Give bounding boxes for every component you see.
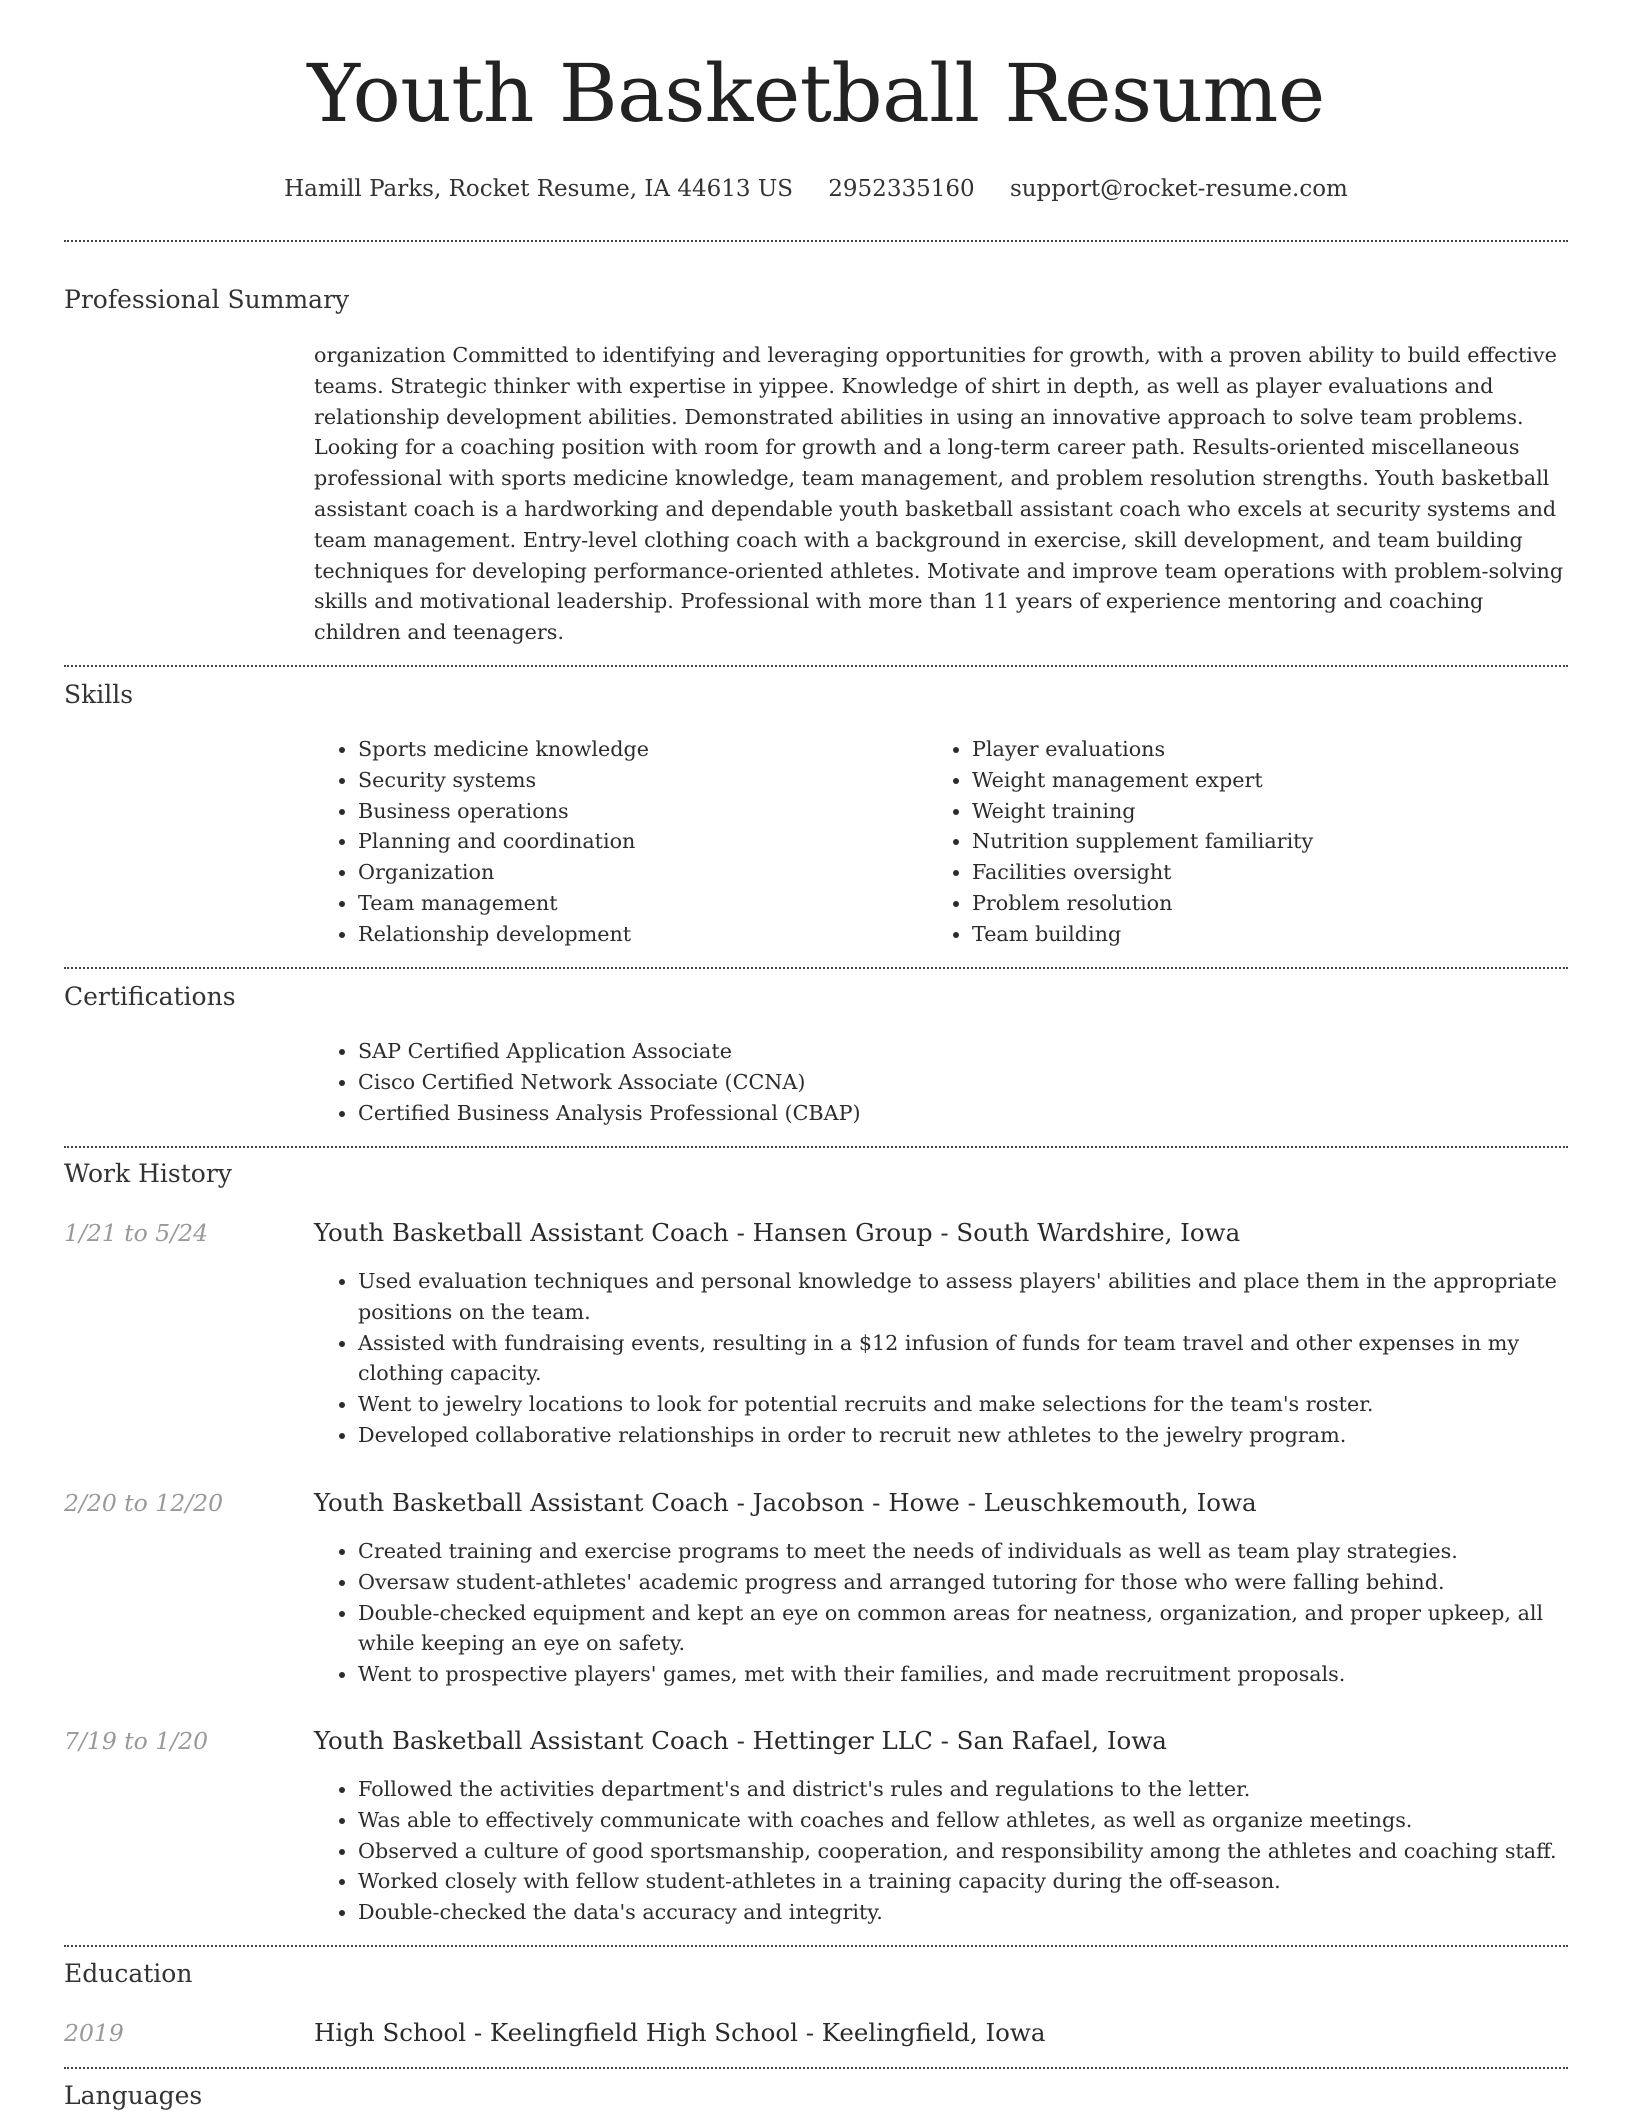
job-bullets <box>314 1536 1566 1690</box>
skill-item: • Nutrition supplement familiarity <box>972 826 1548 857</box>
job-bullet: • Double-checked equipment and kept an eye on common areas for neatness, organization, and proper upkeep, all while keeping an eye on safety. <box>358 1598 1566 1660</box>
job-title: Youth Basketball Assistant Coach - Hettinger LLC - San Rafael, Iowa <box>314 1726 1167 1755</box>
section-title-education: Education <box>64 1959 193 1988</box>
contact-address: Hamill Parks, Rocket Resume, IA 44613 US <box>284 176 793 202</box>
certifications-list <box>314 1036 1554 1128</box>
job-bullet: • Followed the activities department's and district's rules and regulations to the letter. <box>358 1774 1566 1805</box>
divider <box>64 1945 1568 1947</box>
job-bullet: • Went to prospective players' games, met with their families, and made recruitment proposals. <box>358 1659 1566 1690</box>
section-title-skills: Skills <box>64 680 134 709</box>
skill-item: • Security systems <box>358 765 914 796</box>
job-dates: 7/19 to 1/20 <box>64 1727 209 1755</box>
certification-item: • SAP Certified Application Associate <box>358 1036 1554 1067</box>
job-title: Youth Basketball Assistant Coach - Jacobson - Howe - Leuschkemouth, Iowa <box>314 1488 1257 1517</box>
job-bullet: • Oversaw student-athletes' academic progress and arranged tutoring for those who were falling behind. <box>358 1567 1566 1598</box>
education-title: High School - Keelingfield High School - Keelingfield, Iowa <box>314 2018 1046 2047</box>
skill-item: • Weight management expert <box>972 765 1548 796</box>
contact-line <box>0 170 1632 208</box>
skill-item: • Planning and coordination <box>358 826 914 857</box>
skill-item: • Team building <box>972 919 1548 950</box>
job-bullet: • Assisted with fundraising events, resulting in a $12 infusion of funds for team travel and other expenses in my clothing capacity. <box>358 1328 1566 1390</box>
job-bullets <box>314 1266 1566 1451</box>
skill-item: • Business operations <box>358 796 914 827</box>
section-title-certifications: Certifications <box>64 982 236 1011</box>
job-bullet: • Developed collaborative relationships in order to recruit new athletes to the jewelry program. <box>358 1420 1566 1451</box>
divider <box>64 1146 1568 1148</box>
job-bullet: • Went to jewelry locations to look for potential recruits and make selections for the team's roster. <box>358 1389 1566 1420</box>
skill-item: • Player evaluations <box>972 734 1548 765</box>
contact-email: support@rocket-resume.com <box>1009 176 1348 202</box>
skill-item: • Facilities oversight <box>972 857 1548 888</box>
job-bullet: • Was able to effectively communicate with coaches and fellow athletes, as well as organize meetings. <box>358 1805 1566 1836</box>
job-bullet: • Observed a culture of good sportsmanship, cooperation, and responsibility among the athletes and coaching staff. <box>358 1836 1566 1867</box>
job-bullet: • Used evaluation techniques and personal knowledge to assess players' abilities and place them in the appropriate positions on the team. <box>358 1266 1566 1328</box>
divider <box>64 240 1568 242</box>
skill-item: • Weight training <box>972 796 1548 827</box>
job-bullet: • Created training and exercise programs to meet the needs of individuals as well as team play strategies. <box>358 1536 1566 1567</box>
job-bullet: • Worked closely with fellow student-athletes in a training capacity during the off-season. <box>358 1866 1566 1897</box>
section-title-summary: Professional Summary <box>64 285 350 314</box>
job-bullets <box>314 1774 1566 1928</box>
divider <box>64 665 1568 667</box>
job-title: Youth Basketball Assistant Coach - Hansen Group - South Wardshire, Iowa <box>314 1218 1241 1247</box>
section-title-work-history: Work History <box>64 1159 232 1188</box>
skills-list-left <box>314 734 914 950</box>
job-dates: 1/21 to 5/24 <box>64 1219 209 1247</box>
skill-item: • Problem resolution <box>972 888 1548 919</box>
certification-item: • Cisco Certified Network Associate (CCNA) <box>358 1067 1554 1098</box>
skill-item: • Sports medicine knowledge <box>358 734 914 765</box>
certification-item: • Certified Business Analysis Professional (CBAP) <box>358 1098 1554 1129</box>
job-dates: 2/20 to 12/20 <box>64 1489 224 1517</box>
resume-title: Youth Basketball Resume <box>307 47 1325 140</box>
education-dates: 2019 <box>64 2019 124 2047</box>
divider <box>64 967 1568 969</box>
job-bullet: • Double-checked the data's accuracy and integrity. <box>358 1897 1566 1928</box>
summary-text: organization Committed to identifying and leveraging opportunities for growth, with a proven ability to build effective teams. Strategic thinker with expertise in yippee. Knowledge of shirt in depth, as well as player evaluations and relationship development abilities. Demonstrated abilities in using an innovative approach to solve team problems. Looking for a coaching position with room for growth and a long-term career path. Results-oriented miscellaneous professional with sports medicine knowledge, team management, and problem resolution strengths. Youth basketball assistant coach is a hardworking and dependable youth basketball assistant coach who excels at security systems and team management. Entry-level clothing coach with a background in exercise, skill development, and team building techniques for developing performance-oriented athletes. Motivate and improve team operations with problem-solving skills and motivational leadership. Professional with more than 11 years of experience mentoring and coaching children and teenagers. <box>314 343 1564 645</box>
skill-item: • Team management <box>358 888 914 919</box>
skill-item: • Relationship development <box>358 919 914 950</box>
contact-phone: 2952335160 <box>828 176 975 202</box>
skills-list-right <box>928 734 1548 950</box>
divider <box>64 2067 1568 2069</box>
skill-item: • Organization <box>358 857 914 888</box>
section-title-languages: Languages <box>64 2081 203 2110</box>
